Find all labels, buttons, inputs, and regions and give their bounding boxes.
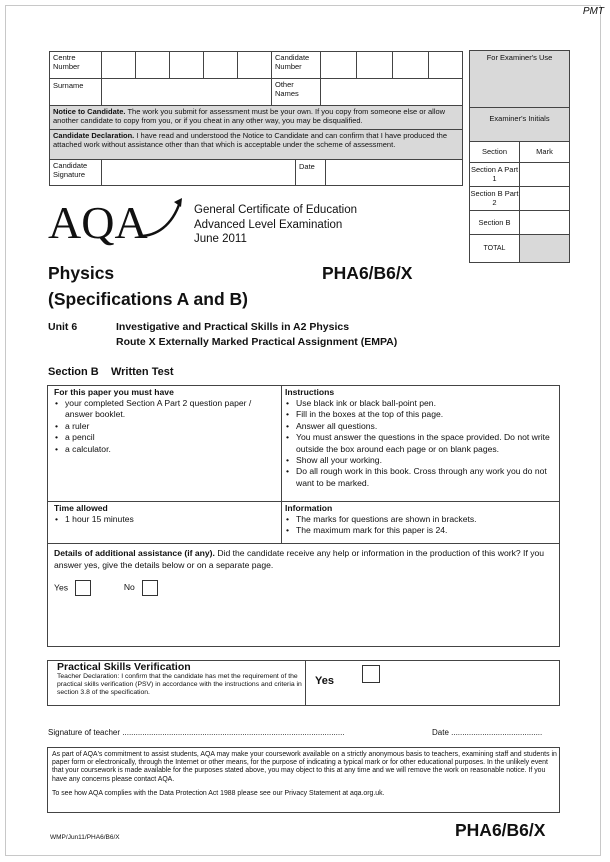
section-b-part2-label: Section B Part 2: [470, 189, 519, 207]
instruction-item: • Fill in the boxes at the top of this page.: [285, 409, 555, 420]
subject-title-line-2: (Specifications A and B): [48, 289, 248, 309]
exam-date: June 2011: [194, 233, 247, 245]
instructions-section: [285, 387, 555, 489]
panel-divider-2: [47, 543, 560, 544]
other-names-field[interactable]: [320, 78, 463, 106]
panel-divider-vertical: [281, 385, 282, 544]
section-a-part1-label: Section A Part 1: [470, 165, 519, 183]
psv-yes-label: Yes: [315, 675, 334, 687]
instruction-item: • Answer all questions.: [285, 421, 555, 432]
assistance-text: Did the candidate receive any help or information in the production of this work? If you answer yes, give the details below or on a separate page.: [54, 548, 545, 570]
assistance-yes-label: Yes: [54, 582, 69, 593]
aqa-logo-graphic: [48, 196, 188, 248]
centre-number-box-5[interactable]: [237, 51, 272, 79]
psv-text: Teacher Declaration: I confirm that the candidate has met the requirement of the practical skills verification (PSV) in accordance with the instructions and criteria in section 3.8 of the specification.: [57, 673, 302, 696]
instruction-item: • Do all rough work in this book. Cross through any work you do not want to be marked.: [285, 466, 555, 489]
materials-item: • your completed Section A Part 2 question paper / answer booklet.: [54, 398, 276, 421]
psv-title: Practical Skills Verification: [57, 661, 191, 673]
date-field[interactable]: [325, 159, 463, 186]
section-column-header: Section: [481, 147, 508, 156]
section-b-mark[interactable]: [519, 210, 570, 235]
surname-label: Surname: [53, 81, 84, 90]
coursework-notice-text: As part of AQA's commitment to assist students, AQA may make your coursework available on a strictly anonymous basis to teachers, examining staff and students in paper form or electronically, through the Internet or other means, for the purpose of indicating a typical mark or for other educational purposes. In the unlikely event that your coursework is made available for the purposes stated above, you may object to this at any time and we will remove the work on reasonable notice. If you have any concerns please contact AQA.: [52, 751, 557, 783]
instructions-title: Instructions: [285, 387, 335, 397]
total-mark[interactable]: [519, 234, 570, 263]
exam-info: [194, 203, 357, 247]
paper-code: PHA6/B6/X: [322, 263, 413, 283]
psv-declaration: [57, 661, 302, 696]
centre-number-box-2[interactable]: [135, 51, 170, 79]
teacher-date-line[interactable]: Date .........................................: [432, 728, 543, 737]
centre-number-label: Centre Number: [53, 53, 80, 71]
other-names-label: Other Names: [275, 80, 299, 98]
centre-number-box-4[interactable]: [203, 51, 238, 79]
surname-field[interactable]: [101, 78, 272, 106]
exam-line-2: Advanced Level Examination: [194, 218, 343, 231]
aqa-logo: [48, 196, 188, 248]
assistance-no-label: No: [123, 582, 135, 593]
candidate-number-label: Candidate Number: [275, 53, 310, 71]
exam-line-1: General Certificate of Education: [194, 204, 358, 216]
assistance-options: [54, 580, 158, 596]
materials-item: • a calculator.: [54, 444, 276, 455]
declaration-text: I have read and understood the Notice to Candidate and can confirm that I have produced the attached work without assistance other than that which is acceptable under the scheme of assessment.: [53, 131, 447, 149]
assistance-title: Details of additional assistance (if any).: [54, 548, 215, 558]
materials-title: For this paper you must have: [54, 387, 174, 397]
section-b-part2-mark[interactable]: [519, 186, 570, 211]
declaration-title: Candidate Declaration.: [53, 131, 135, 140]
candidate-signature-label: Candidate Signature: [53, 161, 88, 179]
instruction-item: • Use black ink or black ball-point pen.: [285, 398, 555, 409]
assistance-no-checkbox[interactable]: [142, 580, 158, 596]
section-heading: Section B Written Test: [48, 366, 174, 378]
assistance-yes-checkbox[interactable]: [75, 580, 91, 596]
notice-text: The work you submit for assessment must be your own. If you copy from someone else or allow another candidate to copy from you, or if you cheat in any other way, you may be disqualified.: [53, 107, 446, 125]
teacher-signature-line[interactable]: Signature of teacher ....................................................................................................: [48, 728, 345, 737]
centre-number-box-3[interactable]: [169, 51, 204, 79]
date-label: Date: [299, 162, 315, 171]
materials-item: • a pencil: [54, 432, 276, 443]
examiner-use-title: For Examiner's Use: [486, 53, 553, 62]
aqa-logo-text: AQA: [48, 197, 148, 248]
information-section: [285, 503, 555, 537]
section-a-part1-mark[interactable]: [519, 162, 570, 187]
candidate-number-box-2[interactable]: [356, 51, 393, 79]
panel-divider-1: [47, 501, 560, 502]
psv-divider: [305, 660, 306, 706]
candidate-signature-field[interactable]: [101, 159, 296, 186]
unit-label: Unit 6: [48, 321, 78, 333]
notice-title: Notice to Candidate.: [53, 107, 126, 116]
data-protection-text: To see how AQA complies with the Data Protection Act 1988 please see our Privacy Statement at aqa.org.uk.: [52, 789, 385, 797]
psv-yes-checkbox[interactable]: [362, 665, 380, 683]
coursework-notice: [52, 751, 557, 798]
section-b-label: Section B: [478, 218, 511, 227]
materials-section: [54, 387, 276, 455]
candidate-number-box-3[interactable]: [392, 51, 429, 79]
pmt-label: PMT: [582, 6, 604, 17]
footer-paper-code: PHA6/B6/X: [455, 820, 546, 840]
footer-reference: WMP/Jun11/PHA6/B6/X: [50, 834, 120, 841]
examiner-initials-label: Examiner's Initials: [489, 114, 550, 123]
unit-line-2: Route X Externally Marked Practical Assignment (EMPA): [116, 336, 398, 348]
total-label: TOTAL: [483, 245, 506, 252]
unit-description: [116, 320, 397, 350]
information-item: • The maximum mark for this paper is 24.: [285, 525, 555, 536]
materials-item: • a ruler: [54, 421, 276, 432]
candidate-declaration: [49, 129, 463, 160]
subject-title-line-1: Physics: [48, 263, 115, 283]
unit-line-1: Investigative and Practical Skills in A2 Physics: [116, 321, 350, 333]
time-allowed-section: [54, 503, 276, 525]
information-title: Information: [285, 503, 333, 513]
instruction-item: • You must answer the questions in the space provided. Do not write outside the box around each page or on blank pages.: [285, 432, 555, 455]
time-allowed-title: Time allowed: [54, 503, 108, 513]
notice-to-candidate: [49, 105, 463, 130]
candidate-number-box-4[interactable]: [428, 51, 463, 79]
instruction-item: • Show all your working.: [285, 455, 555, 466]
mark-column-header: Mark: [536, 147, 553, 156]
time-allowed-value: • 1 hour 15 minutes: [54, 514, 276, 525]
information-item: • The marks for questions are shown in brackets.: [285, 514, 555, 525]
candidate-number-box-1[interactable]: [320, 51, 357, 79]
additional-assistance: [54, 547, 554, 571]
centre-number-box-1[interactable]: [101, 51, 136, 79]
subject-title: [48, 260, 248, 312]
